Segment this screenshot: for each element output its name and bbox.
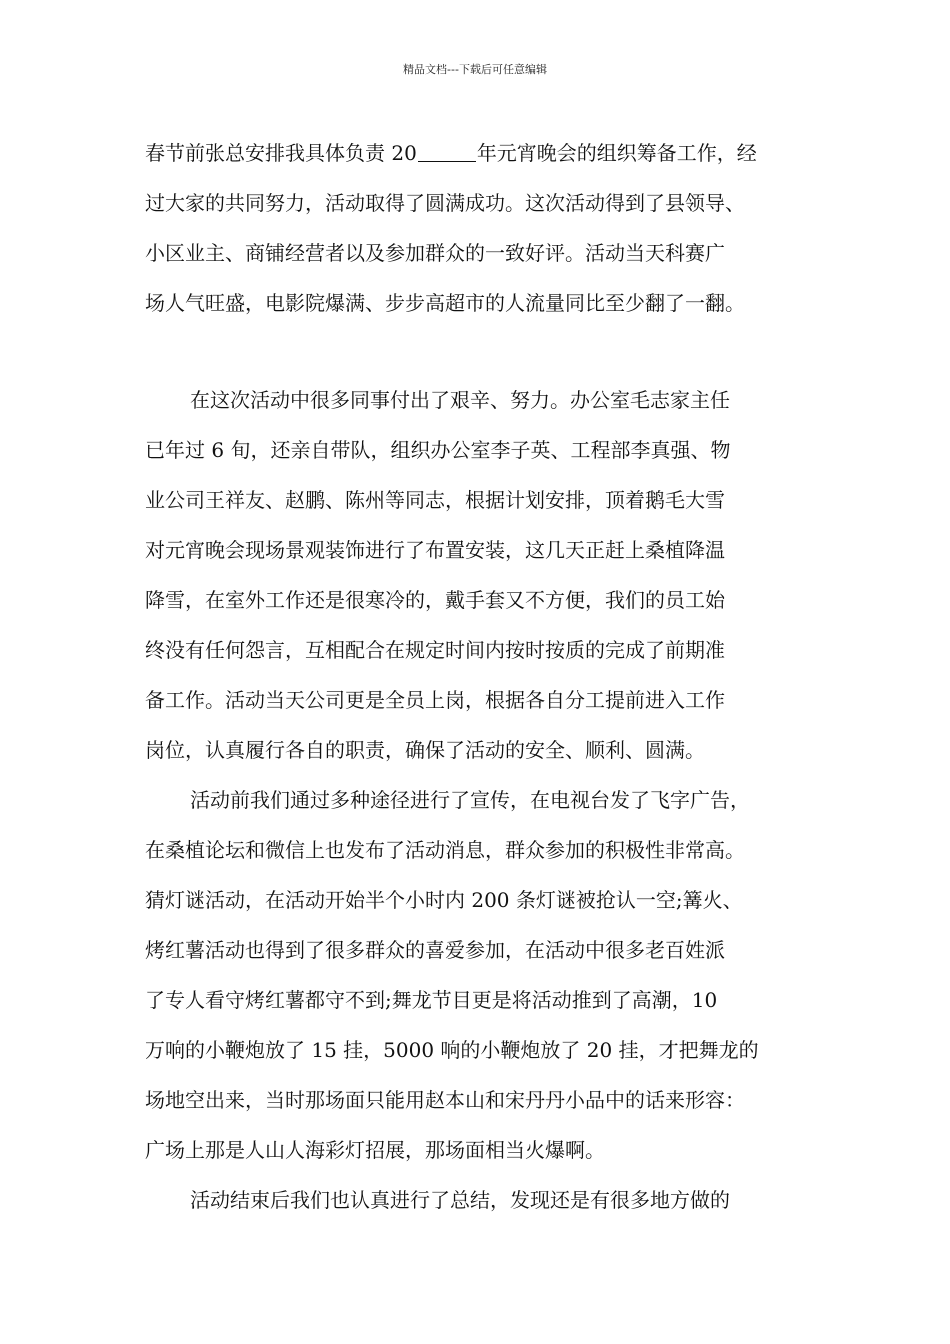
paragraph-line: 场地空出来，当时那场面只能用赵本山和宋丹丹小品中的话来形容： bbox=[145, 1088, 745, 1112]
paragraph-line: 在桑植论坛和微信上也发布了活动消息，群众参加的积极性非常高。 bbox=[145, 838, 745, 862]
paragraph-line: 终没有任何怨言，互相配合在规定时间内按时按质的完成了前期准 bbox=[145, 638, 725, 662]
paragraph-line: 已年过 6 旬，还亲自带队，组织办公室李子英、工程部李真强、物 bbox=[145, 438, 731, 462]
paragraph-line: 广场上那是人山人海彩灯招展，那场面相当火爆啊。 bbox=[145, 1138, 605, 1162]
paragraph-line: 烤红薯活动也得到了很多群众的喜爱参加，在活动中很多老百姓派 bbox=[145, 938, 725, 962]
page-header: 精品文档---下载后可任意编辑 bbox=[403, 63, 547, 76]
paragraph-line: 小区业主、商铺经营者以及参加群众的一致好评。活动当天科赛广 bbox=[145, 241, 725, 265]
paragraph-line: 业公司王祥友、赵鹏、陈州等同志，根据计划安排，顶着鹅毛大雪 bbox=[145, 488, 725, 512]
paragraph-line: 万响的小鞭炮放了 15 挂，5000 响的小鞭炮放了 20 挂，才把舞龙的 bbox=[145, 1038, 759, 1062]
paragraph-line: 了专人看守烤红薯都守不到;舞龙节目更是将活动推到了高潮，10 bbox=[145, 988, 718, 1012]
paragraph-first-line: 活动前我们通过多种途径进行了宣传，在电视台发了飞字广告， bbox=[190, 788, 750, 812]
paragraph-line: 对元宵晚会现场景观装饰进行了布置安装，这几天正赶上桑植降温 bbox=[145, 538, 725, 562]
paragraph-line: 降雪，在室外工作还是很寒冷的，戴手套又不方便，我们的员工始 bbox=[145, 588, 725, 612]
paragraph-line: 过大家的共同努力，活动取得了圆满成功。这次活动得到了县领导、 bbox=[145, 191, 745, 215]
paragraph-first-line: 活动结束后我们也认真进行了总结，发现还是有很多地方做的 bbox=[190, 1188, 730, 1212]
paragraph-line: 场人气旺盛，电影院爆满、步步高超市的人流量同比至少翻了一翻。 bbox=[145, 291, 745, 315]
fill-in-blank bbox=[418, 141, 476, 162]
paragraph-line: 备工作。活动当天公司更是全员上岗，根据各自分工提前进入工作 bbox=[145, 688, 725, 712]
paragraph-line: 猜灯谜活动，在活动开始半个小时内 200 条灯谜被抢认一空;篝火、 bbox=[145, 888, 743, 912]
paragraph-first-line: 在这次活动中很多同事付出了艰辛、努力。办公室毛志家主任 bbox=[190, 388, 730, 412]
paragraph-line: 春节前张总安排我具体负责 20 年元宵晚会的组织筹备工作，经 bbox=[145, 141, 757, 165]
paragraph-line: 岗位，认真履行各自的职责，确保了活动的安全、顺利、圆满。 bbox=[145, 738, 705, 762]
